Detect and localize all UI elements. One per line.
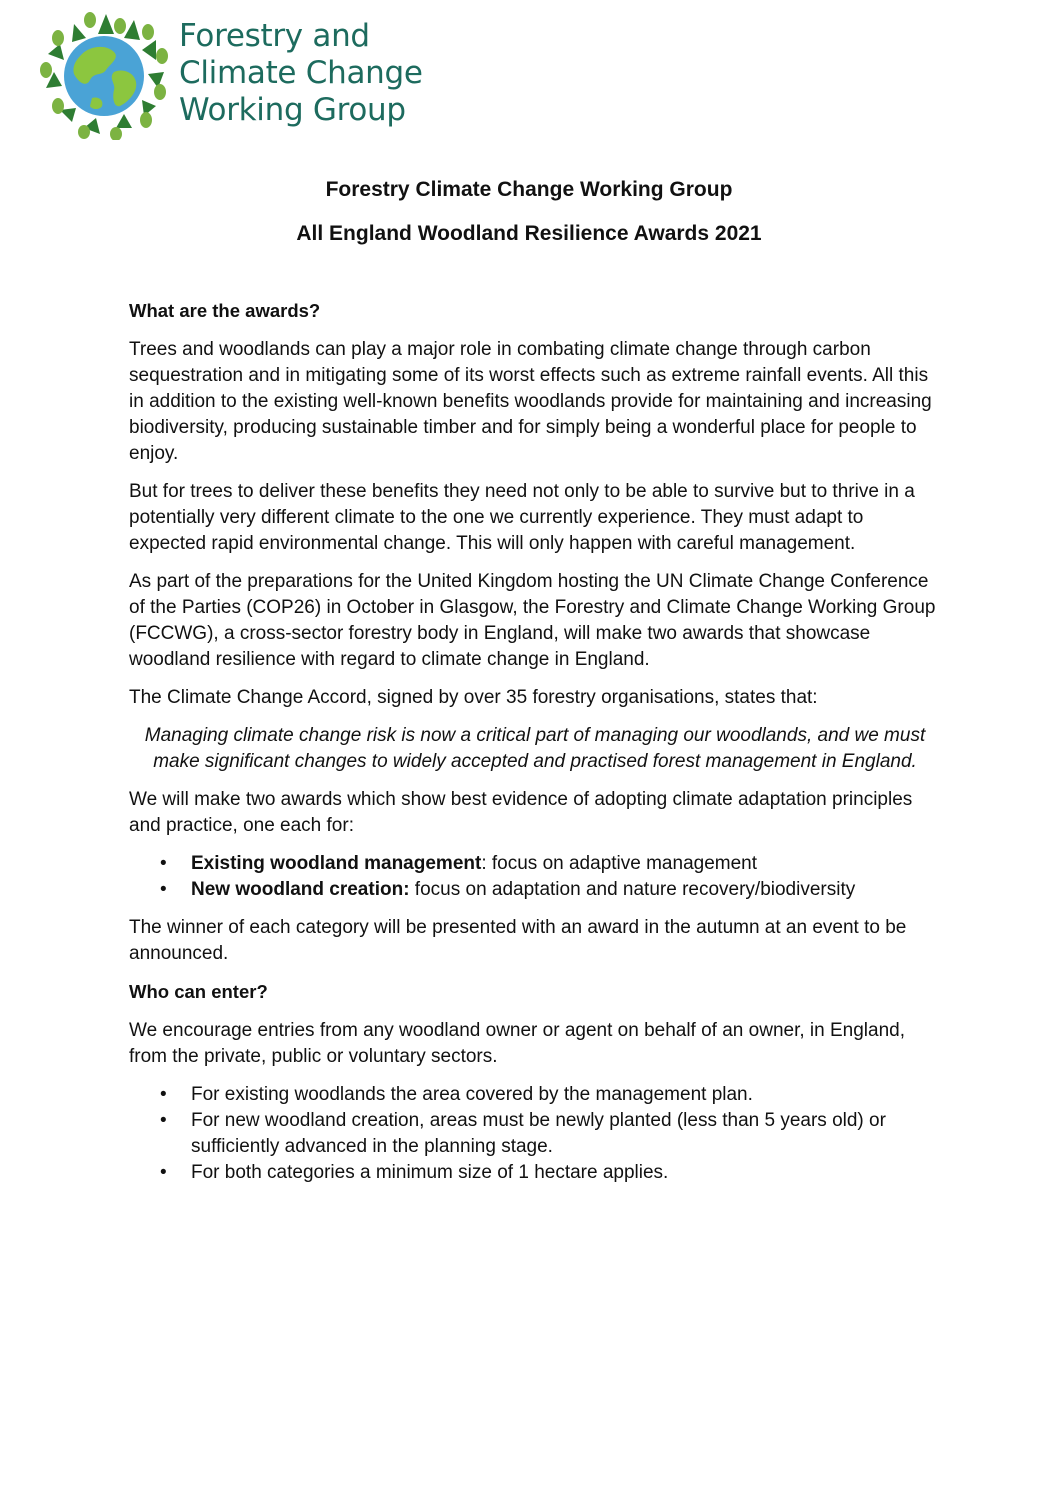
list-item bbox=[191, 851, 941, 877]
logo-line-2: Climate Change bbox=[179, 55, 423, 91]
award-desc: focus on adaptation and nature recovery/biodiversity bbox=[409, 879, 856, 900]
award-desc: : focus on adaptive management bbox=[481, 853, 758, 874]
title-line-2: All England Woodland Resilience Awards 2021 bbox=[296, 222, 762, 245]
eligibility-list bbox=[129, 1082, 941, 1186]
logo bbox=[36, 10, 456, 140]
list-item: • For new woodland creation, areas must be newly planted (less than 5 years old) or sufficiently advanced in the planning stage. bbox=[191, 1108, 941, 1160]
globe-with-trees-icon bbox=[36, 10, 176, 140]
accord-quote: Managing climate change risk is now a critical part of managing our woodlands, and we must make significant changes to widely accepted and practised forest management in England. bbox=[144, 725, 926, 772]
logo-line-1: Forestry and bbox=[179, 18, 370, 54]
document-titles bbox=[0, 168, 1058, 256]
paragraph: As part of the preparations for the United Kingdom hosting the UN Climate Change Conference of the Parties (COP26) in October in Glasgow, the Forestry and Climate Change Working Group (FCCWG), a cross-sector forestry body in England, will make two awards that showcase woodland resilience with regard to climate change in England. bbox=[129, 571, 936, 670]
list-item bbox=[191, 877, 941, 903]
list-item: • For both categories a minimum size of 1 hectare applies. bbox=[191, 1160, 941, 1186]
logo-wordmark bbox=[179, 18, 423, 129]
paragraph: We encourage entries from any woodland owner or agent on behalf of an owner, in England, from the private, public or voluntary sectors. bbox=[129, 1020, 905, 1067]
paragraph: Trees and woodlands can play a major role in combating climate change through carbon sequestration and in mitigating some of its worst effects such as extreme rainfall events. All this in addition to the existing well-known benefits woodlands provide for maintaining and increasing biodiversity, producing sustainable timber and for simply being a wonderful place for people to enjoy. bbox=[129, 339, 932, 464]
section-heading-who-can-enter: Who can enter? bbox=[129, 981, 268, 1002]
award-categories-list bbox=[129, 851, 941, 903]
logo-line-3: Working Group bbox=[179, 92, 406, 128]
list-item: • For existing woodlands the area covered by the management plan. bbox=[191, 1082, 941, 1108]
section-heading-awards: What are the awards? bbox=[129, 300, 321, 321]
award-name: New woodland creation: bbox=[191, 879, 410, 900]
document-body bbox=[129, 298, 941, 1198]
paragraph: The Climate Change Accord, signed by over 35 forestry organisations, states that: bbox=[129, 687, 818, 708]
paragraph: But for trees to deliver these benefits they need not only to be able to survive but to thrive in a potentially very different climate to the one we currently experience. They must adapt to expected rapid environmental change. This will only happen with careful management. bbox=[129, 481, 915, 554]
title-line-1: Forestry Climate Change Working Group bbox=[325, 178, 733, 201]
paragraph: We will make two awards which show best evidence of adopting climate adaptation principles and practice, one each for: bbox=[129, 789, 913, 836]
award-name: Existing woodland management bbox=[191, 853, 482, 874]
paragraph: The winner of each category will be presented with an award in the autumn at an event to be announced. bbox=[129, 917, 907, 964]
